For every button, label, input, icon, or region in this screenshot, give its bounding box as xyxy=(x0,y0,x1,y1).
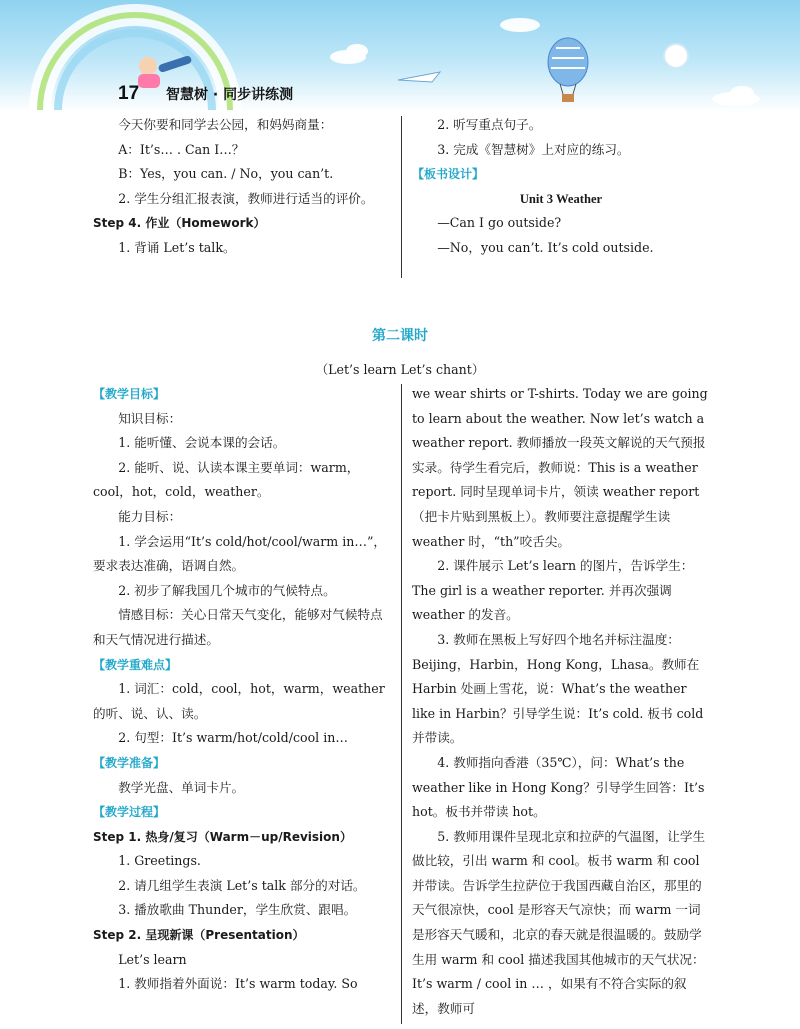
top-column-divider xyxy=(401,116,402,278)
knowledge-goal-2: 2. 能听、说、认读本课主要单词：warm，cool，hot，cold，weather。 xyxy=(93,459,360,500)
homework-item2: 2. 听写重点句子。 xyxy=(437,117,542,132)
step1-heading: Step 1. 热身/复习（Warm－up/Revision） xyxy=(93,829,352,844)
preparation-heading: 【教学准备】 xyxy=(93,755,166,770)
step1-item2: 2. 请几组学生表演 Let’s talk 部分的对话。 xyxy=(118,877,366,893)
lets-learn-label: Let’s learn xyxy=(118,951,187,967)
board-line1: —Can I go outside? xyxy=(437,215,562,231)
board-title: Unit 3 Weather xyxy=(519,191,603,206)
board-line2: —No，you can’t. It’s cold outside. xyxy=(437,239,654,255)
dialogue-b: B：Yes，you can. / No，you can’t. xyxy=(118,166,334,182)
step2-heading: Step 2. 呈现新课（Presentation） xyxy=(93,928,305,943)
dialogue-intro: 今天你要和同学去公园，和妈妈商量： xyxy=(118,117,333,132)
emotion-goal: 情感目标：关心日常天气变化，能够对气候特点和天气情况进行描述。 xyxy=(93,607,383,647)
paragraph-3: 3. 教师在黑板上写好四个地名并标注温度：Beijing，Harbin，Hong Kong，Lhasa。教师在 Harbin 处画上雪花，说：What’s the weather like in Harbin？引导学生说：It’s cold. 板书 cold 并带读。 xyxy=(412,631,704,746)
key-point-2: 2. 句型：It’s warm/hot/cold/cool in… xyxy=(118,730,348,746)
step4-heading: Step 4. 作业（Homework） xyxy=(93,216,266,231)
step1-item3: 3. 播放歌曲 Thunder，学生欣赏、跟唱。 xyxy=(118,902,357,918)
knowledge-goal-1: 1. 能听懂、会说本课的会话。 xyxy=(118,435,286,451)
right-column xyxy=(412,382,710,1021)
top-left-column xyxy=(93,113,391,261)
dialogue-a: A：It’s… . Can I…？ xyxy=(118,141,245,157)
goals-heading: 【教学目标】 xyxy=(93,387,166,401)
top-right-column xyxy=(412,113,710,261)
step1-item1: 1. Greetings. xyxy=(118,853,201,869)
homework-item3: 3. 完成《智慧树》上对应的练习。 xyxy=(437,141,630,157)
board-design-heading: 【板书设计】 xyxy=(412,167,485,182)
ability-goal-label: 能力目标： xyxy=(118,508,182,524)
lesson-subtitle: （Let’s learn Let’s chant） xyxy=(315,362,485,377)
paragraph-1: we wear shirts or T-shirts. Today we are going to learn about the weather. Now let’s watch a weather report. 教师播放一段英文解说的天气预报实录。待学生看完后，教师说：This is a weather report. 同时呈现单词卡片，领读 weather report（把卡片贴到黑板上）。教师要注意提醒学生读 weather 时，“th”咬舌尖。 xyxy=(412,386,708,549)
knowledge-goal-label: 知识目标： xyxy=(118,410,182,426)
ability-goal-1: 1. 学会运用“It’s cold/hot/cool/warm in…”，要求表达准确，语调自然。 xyxy=(93,533,386,574)
paragraph-2: 2. 课件展示 Let’s learn 的图片，告诉学生：The girl is a weather reporter. 并再次强调 weather 的发音。 xyxy=(412,558,694,623)
preparation-text: 教学光盘、单词卡片。 xyxy=(118,779,245,795)
bottom-column-divider xyxy=(401,384,402,1024)
step2-item1: 1. 教师指着外面说：It’s warm today. So xyxy=(118,976,358,992)
ability-goal-2: 2. 初步了解我国几个城市的气候特点。 xyxy=(118,582,336,598)
left-column xyxy=(93,382,391,997)
key-points-heading: 【教学重难点】 xyxy=(93,657,178,672)
paragraph-5: 5. 教师用课件呈现北京和拉萨的气温图，让学生做比较，引出 warm 和 cool。板书 warm 和 cool 并带读。告诉学生拉萨位于我国西藏自治区，那里的天气很凉快，cool 是形容天气凉快；而 warm 一词是形容天气暖和，北京的春天就是很温暖的。鼓励学生用 warm 和 cool 描述我国其他城市的天气状况：It’s warm / cool in … ，如果有不符合实际的叙述，教师可 xyxy=(412,828,706,1016)
header-bar xyxy=(118,84,348,104)
report-item: 2. 学生分组汇报表演，教师进行适当的评价。 xyxy=(118,190,374,206)
paragraph-4: 4. 教师指向香港（35℃），问：What’s the weather like in Hong Kong？引导学生回答：It’s hot。板书并带读 hot。 xyxy=(412,754,705,820)
page-number: 17 xyxy=(118,83,140,104)
key-point-1: 1. 词汇：cold，cool，hot，warm，weather 的听、说、认、读。 xyxy=(93,681,385,721)
series-title: 智慧树 · 同步讲练测 xyxy=(166,87,294,103)
lesson-title: 第二课时 xyxy=(372,328,428,344)
homework-item1: 1. 背诵 Let’s talk。 xyxy=(118,239,236,255)
page-header xyxy=(0,0,800,112)
process-heading: 【教学过程】 xyxy=(93,805,166,820)
